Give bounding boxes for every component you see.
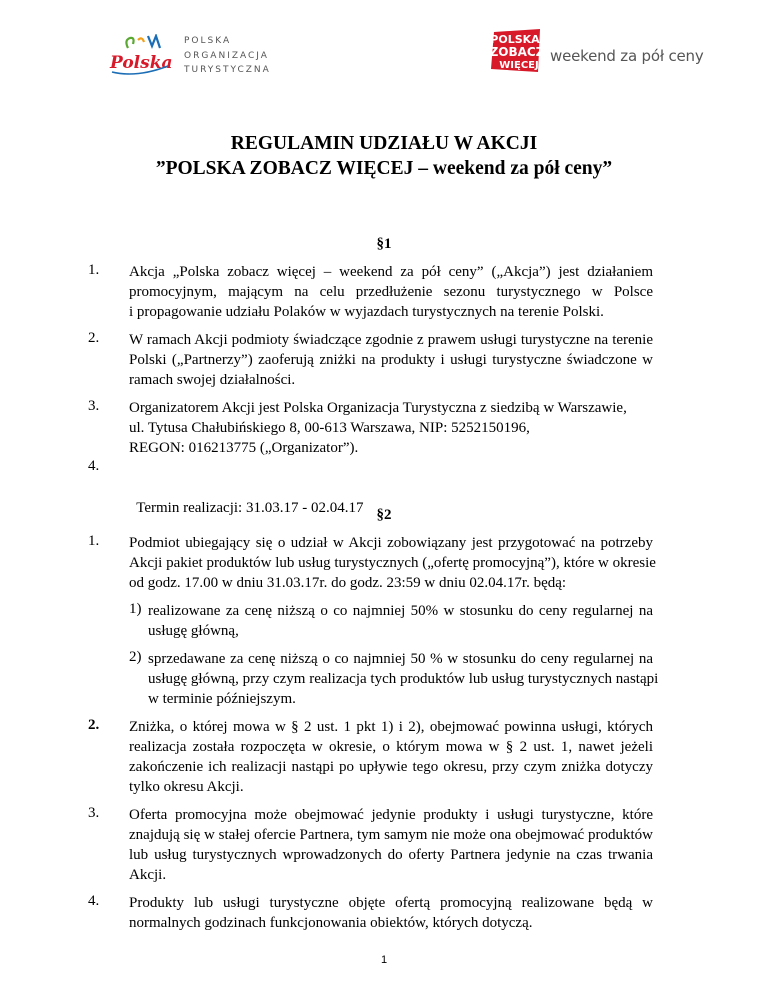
paragraph: W ramach Akcji podmioty świadczące zgodnie z prawem usługi turystyczne na terenie Polski („Partnerzy”) zaoferują zniżki na produkty i usługi turystyczne świadczone w ramach swojej działalności.: [129, 332, 653, 388]
paragraph: Akcja „Polska zobacz więcej – weekend za pół ceny” („Akcja”) jest działaniem promocyjnym, mającym na celu przedłużenie sezonu turystycznego w Polsce i propagowanie udziału Polaków w wyjazdach turystycznych na terenie Polski.: [129, 264, 653, 320]
svg-text:POLSKA: POLSKA: [490, 33, 540, 46]
subitem-text: sprzedawane za cenę niższą o co najmniej 50 % w stosunku do ceny regularnej na usługę główną, przy czym realizacja tych produktów lub usług turystycznych nastąpi w terminie późniejszym.: [148, 651, 659, 707]
document-title-line2: ”POLSKA ZOBACZ WIĘCEJ – weekend za pół ceny”: [155, 158, 613, 179]
paragraph: Termin realizacji: 31.03.17 - 02.04.17: [129, 500, 364, 516]
item-number: 3.: [88, 398, 100, 414]
item-number: 1.: [88, 533, 100, 549]
page-number: 1: [380, 954, 388, 966]
campaign-logo: [488, 28, 704, 78]
item-number: 3.: [88, 805, 100, 821]
pot-wordmark: POLSKA ORGANIZACJA TURYSTYCZNA: [184, 36, 271, 75]
item-number: 1.: [88, 262, 100, 278]
paragraph: Produkty lub usługi turystyczne objęte ofertą promocyjną realizowane będą w normalnych godzinach funkcjonowania obiektów, których dotyczą.: [129, 895, 653, 931]
paragraph: Podmiot ubiegający się o udział w Akcji zobowiązany jest przygotować na potrzeby Akcji pakiet produktów lub usług turystycznych („ofertę promocyjną”), które w okresie od godz. 17.00 w dniu 31.03.17r. do godz. 23:59 w dniu 02.04.17r. będą:: [129, 535, 656, 591]
section-heading-1: §1: [376, 236, 392, 252]
polska-zobacz-wiecej-badge: [488, 28, 544, 74]
paragraph: Zniżka, o której mowa w § 2 ust. 1 pkt 1) i 2), obejmować powinna usługi, których realizacja została rozpoczęta w okresie, o którym mowa w § 2 ust. 1, nawet jeżeli zakończenie ich realizacji nastąpi po upływie tego okresu, przy czym zniżka dotyczy tylko okresu Akcji.: [129, 719, 653, 795]
pot-logo: [108, 34, 271, 78]
polska-script-word: Polska: [110, 53, 173, 73]
item-number: 4.: [88, 893, 100, 909]
subitem-marker: 2): [129, 649, 142, 665]
paragraph: Oferta promocyjna może obejmować jedynie produkty i usługi turystyczne, które znajdują się w stałej ofercie Partnera, tym samym nie może ona obejmować produktów lub usług turystycznych wprowadzonych do oferty Partnera jedynie na czas trwania Akcji.: [129, 807, 653, 883]
item-number: 4.: [88, 458, 100, 474]
item-number: 2.: [88, 717, 100, 733]
section-heading-2: §2: [376, 507, 392, 523]
paragraph: Organizatorem Akcji jest Polska Organizacja Turystyczna z siedzibą w Warszawie, ul. Tytusa Chałubińskiego 8, 00-613 Warszawa, NIP: 5252150196, REGON: 016213775 („Organizator”).: [129, 400, 627, 456]
subitem-marker: 1): [129, 601, 142, 617]
polska-logo-mark: [108, 34, 178, 78]
item-number: 2.: [88, 330, 100, 346]
subitem-text: realizowane za cenę niższą o co najmniej 50% w stosunku do ceny regularnej na usługę główną,: [148, 603, 653, 639]
campaign-tagline: weekend za pół ceny: [550, 47, 704, 65]
document-title-line1: REGULAMIN UDZIAŁU W AKCJI: [230, 133, 538, 154]
svg-text:ZOBACZ: ZOBACZ: [489, 45, 544, 59]
svg-text:WIĘCEJ: WIĘCEJ: [499, 60, 539, 71]
